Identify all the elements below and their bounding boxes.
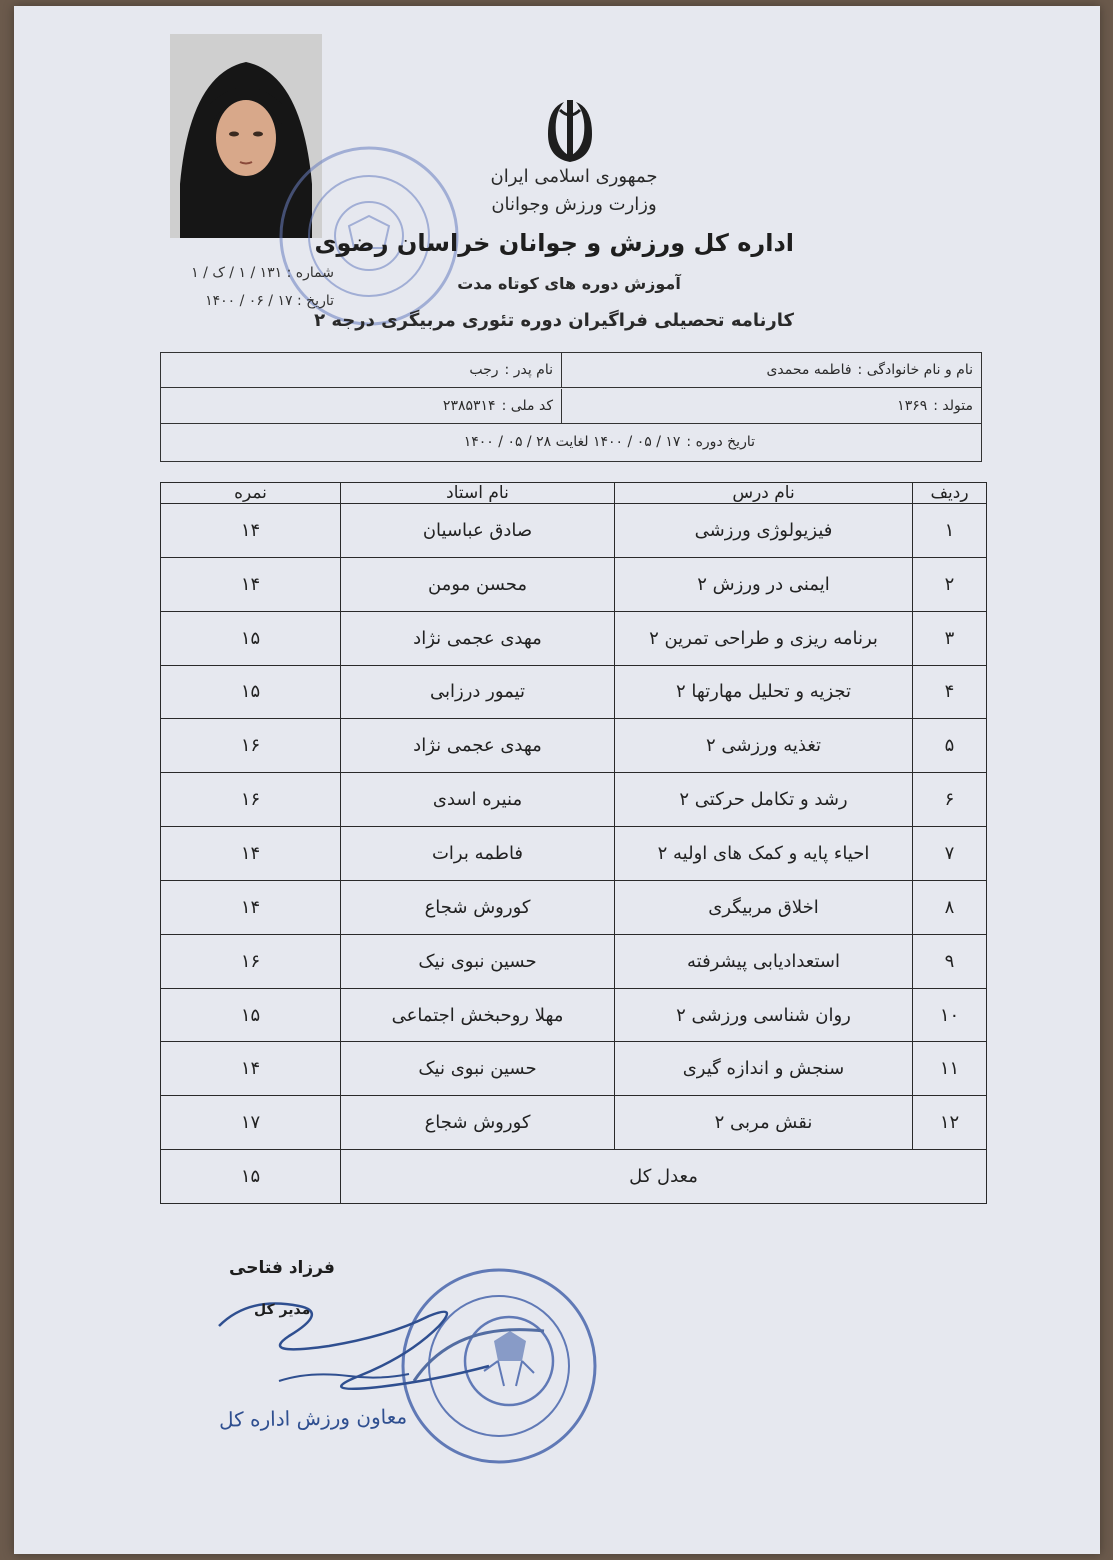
teacher-name: حسین نبوی نیک bbox=[341, 934, 615, 988]
national-id-cell bbox=[161, 389, 561, 423]
name-label: نام و نام خانوادگی : bbox=[857, 362, 973, 378]
table-row bbox=[161, 1096, 987, 1150]
row-number: ۱۱ bbox=[913, 1042, 987, 1096]
course-name: اخلاق مربیگری bbox=[615, 880, 913, 934]
row-number: ۲ bbox=[913, 557, 987, 611]
teacher-name: صادق عباسیان bbox=[341, 504, 615, 558]
table-row bbox=[161, 880, 987, 934]
row-number: ۱ bbox=[913, 504, 987, 558]
course-name: برنامه ریزی و طراحی تمرین ۲ bbox=[615, 611, 913, 665]
name-cell bbox=[561, 353, 981, 387]
table-row bbox=[161, 988, 987, 1042]
period-cell bbox=[161, 425, 981, 459]
table-row bbox=[161, 719, 987, 773]
row-number: ۱۲ bbox=[913, 1096, 987, 1150]
teacher-name: منیره اسدی bbox=[341, 773, 615, 827]
student-info-box bbox=[160, 352, 982, 462]
document-title: کارنامه تحصیلی فراگیران دوره تئوری مربیگری درجه ۲ bbox=[314, 310, 794, 331]
teacher-name: تیمور درزابی bbox=[341, 665, 615, 719]
teacher-name: فاطمه برات bbox=[341, 827, 615, 881]
row-number: ۳ bbox=[913, 611, 987, 665]
teacher-name: محسن مومن bbox=[341, 557, 615, 611]
table-row bbox=[161, 1042, 987, 1096]
name-value: فاطمه محمدی bbox=[766, 362, 852, 378]
table-row bbox=[161, 934, 987, 988]
teacher-name: کوروش شجاع bbox=[341, 1096, 615, 1150]
period-label: تاریخ دوره : bbox=[686, 434, 755, 450]
grade-value: ۱۶ bbox=[161, 934, 341, 988]
course-name: نقش مربی ۲ bbox=[615, 1096, 913, 1150]
row-number: ۶ bbox=[913, 773, 987, 827]
reference-number: شماره : ۱۳۱ / ۱ / ک / ۱ bbox=[191, 265, 334, 281]
birth-value: ۱۳۶۹ bbox=[897, 398, 928, 414]
average-row bbox=[161, 1150, 987, 1204]
subtitle: آموزش دوره های کوتاه مدت bbox=[457, 274, 681, 293]
birth-label: متولد : bbox=[933, 398, 973, 414]
grade-value: ۱۵ bbox=[161, 611, 341, 665]
father-cell bbox=[161, 353, 561, 387]
teacher-name: حسین نبوی نیک bbox=[341, 1042, 615, 1096]
handwritten-signature bbox=[209, 1276, 509, 1426]
grade-value: ۱۶ bbox=[161, 773, 341, 827]
grade-value: ۱۷ bbox=[161, 1096, 341, 1150]
table-row bbox=[161, 611, 987, 665]
grade-value: ۱۴ bbox=[161, 504, 341, 558]
grades-table bbox=[160, 482, 987, 1204]
gov-line-1: جمهوری اسلامی ایران bbox=[490, 166, 658, 187]
average-value: ۱۵ bbox=[161, 1150, 341, 1204]
period-value: ۱۷ / ۰۵ / ۱۴۰۰ لغایت ۲۸ / ۰۵ / ۱۴۰۰ bbox=[463, 434, 681, 450]
grade-value: ۱۵ bbox=[161, 665, 341, 719]
header-course: نام درس bbox=[615, 483, 913, 504]
average-label: معدل کل bbox=[341, 1150, 987, 1204]
reference-date: تاریخ : ۱۷ / ۰۶ / ۱۴۰۰ bbox=[205, 293, 334, 309]
row-number: ۴ bbox=[913, 665, 987, 719]
national-id-value: ۲۳۸۵۳۱۴ bbox=[442, 398, 496, 414]
grade-value: ۱۵ bbox=[161, 988, 341, 1042]
table-row bbox=[161, 504, 987, 558]
table-row bbox=[161, 557, 987, 611]
row-number: ۷ bbox=[913, 827, 987, 881]
course-name: رشد و تکامل حرکتی ۲ bbox=[615, 773, 913, 827]
grade-value: ۱۶ bbox=[161, 719, 341, 773]
course-name: استعدادیابی پیشرفته bbox=[615, 934, 913, 988]
course-name: روان شناسی ورزشی ۲ bbox=[615, 988, 913, 1042]
teacher-name: مهلا روحبخش اجتماعی bbox=[341, 988, 615, 1042]
iran-emblem-icon bbox=[534, 96, 606, 166]
course-name: تجزیه و تحلیل مهارتها ۲ bbox=[615, 665, 913, 719]
table-row bbox=[161, 773, 987, 827]
teacher-name: مهدی عجمی نژاد bbox=[341, 611, 615, 665]
birth-cell bbox=[561, 389, 981, 423]
org-title: اداره کل ورزش و جوانان خراسان رضوی bbox=[314, 229, 794, 257]
gov-line-2: وزارت ورزش وجوانان bbox=[491, 194, 657, 215]
header-grade: نمره bbox=[161, 483, 341, 504]
table-row bbox=[161, 665, 987, 719]
table-header-row bbox=[161, 483, 987, 504]
info-row bbox=[161, 389, 981, 424]
signer-role: مدیر کل bbox=[254, 1302, 311, 1318]
grade-value: ۱۴ bbox=[161, 1042, 341, 1096]
father-label: نام پدر : bbox=[504, 362, 553, 378]
grade-value: ۱۴ bbox=[161, 827, 341, 881]
signer-name: فرزاد فتاحی bbox=[229, 1258, 335, 1278]
row-number: ۱۰ bbox=[913, 988, 987, 1042]
course-name: احیاء پایه و کمک های اولیه ۲ bbox=[615, 827, 913, 881]
teacher-name: مهدی عجمی نژاد bbox=[341, 719, 615, 773]
grade-value: ۱۴ bbox=[161, 880, 341, 934]
father-value: رجب bbox=[469, 362, 499, 378]
header-teacher: نام استاد bbox=[341, 483, 615, 504]
row-number: ۵ bbox=[913, 719, 987, 773]
course-name: تغذیه ورزشی ۲ bbox=[615, 719, 913, 773]
row-number: ۹ bbox=[913, 934, 987, 988]
course-name: سنجش و اندازه گیری bbox=[615, 1042, 913, 1096]
stamp-text: معاون ورزش اداره کل bbox=[218, 1404, 408, 1432]
info-row bbox=[161, 425, 981, 459]
info-row bbox=[161, 353, 981, 388]
national-id-label: کد ملی : bbox=[501, 398, 553, 414]
table-row bbox=[161, 827, 987, 881]
document-page bbox=[14, 6, 1100, 1554]
teacher-name: کوروش شجاع bbox=[341, 880, 615, 934]
row-number: ۸ bbox=[913, 880, 987, 934]
course-name: فیزیولوژی ورزشی bbox=[615, 504, 913, 558]
header-row-number: ردیف bbox=[913, 483, 987, 504]
grade-value: ۱۴ bbox=[161, 557, 341, 611]
course-name: ایمنی در ورزش ۲ bbox=[615, 557, 913, 611]
